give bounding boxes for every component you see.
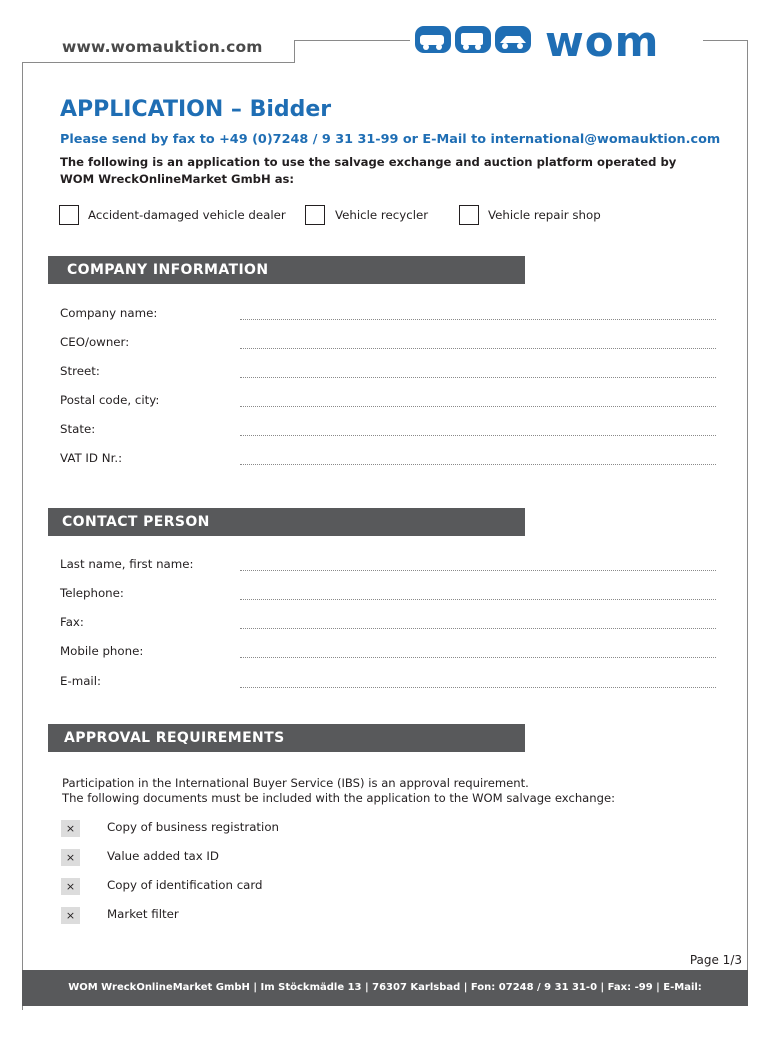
frame-line [22, 62, 295, 63]
option-label-repair-shop: Vehicle repair shop [488, 208, 601, 222]
field-label: CEO/owner: [60, 335, 130, 349]
x-mark-box: × [61, 820, 80, 837]
option-label-dealer: Accident-damaged vehicle dealer [88, 208, 286, 222]
option-label-recycler: Vehicle recycler [335, 208, 429, 222]
document-item: Value added tax ID [107, 849, 219, 863]
frame-line [703, 40, 748, 41]
field-label: Fax: [60, 615, 84, 629]
field-label: Street: [60, 364, 100, 378]
vat-id-field[interactable] [240, 464, 716, 465]
wom-logo: wom [545, 17, 660, 66]
field-label: Mobile phone: [60, 644, 144, 658]
x-mark-box: × [61, 878, 80, 895]
field-label: E-mail: [60, 674, 101, 688]
document-item: Market filter [107, 907, 179, 921]
page-title: APPLICATION – Bidder [60, 97, 332, 122]
last-first-name-field[interactable] [240, 570, 716, 571]
field-label: Last name, first name: [60, 557, 194, 571]
repair-shop-checkbox[interactable] [459, 205, 479, 225]
field-label: Postal code, city: [60, 393, 160, 407]
x-mark-box: × [61, 907, 80, 924]
ceo-owner-field[interactable] [240, 348, 716, 349]
document-item: Copy of business registration [107, 820, 280, 834]
frame-line [747, 40, 748, 970]
intro-line: WOM WreckOnlineMarket GmbH as: [60, 172, 295, 186]
frame-line [294, 40, 295, 62]
company-section-heading: COMPANY INFORMATION [48, 256, 525, 284]
state-field[interactable] [240, 435, 716, 436]
postal-code-city-field[interactable] [240, 406, 716, 407]
field-label: State: [60, 422, 96, 436]
fax-field[interactable] [240, 628, 716, 629]
approval-section-heading: APPROVAL REQUIREMENTS [48, 724, 525, 752]
field-label: Company name: [60, 306, 158, 320]
approval-line: Participation in the International Buyer Service (IBS) is an approval requirement. [62, 776, 529, 790]
street-field[interactable] [240, 377, 716, 378]
mobile-phone-field[interactable] [240, 657, 716, 658]
recycler-checkbox[interactable] [305, 205, 325, 225]
website-url: www.womauktion.com [62, 38, 263, 56]
footer-address-bar: WOM WreckOnlineMarket GmbH | Im Stöckmädle 13 | 76307 Karlsbad | Fon: 07248 / 9 31 31-0 | Fax: -99 | E-Mail: info@womauktion.com [22, 970, 748, 1006]
frame-line [294, 40, 410, 41]
telephone-field[interactable] [240, 599, 716, 600]
dealer-checkbox[interactable] [59, 205, 79, 225]
logo-car-icons [414, 25, 534, 59]
intro-line: The following is an application to use the salvage exchange and auction platform operated by [60, 155, 677, 169]
company-name-field[interactable] [240, 319, 716, 320]
field-label: Telephone: [60, 586, 124, 600]
email-field[interactable] [240, 687, 716, 688]
frame-line [22, 62, 23, 1010]
field-label: VAT ID Nr.: [60, 451, 123, 465]
car-badges-icon [414, 25, 534, 55]
fax-instructions: Please send by fax to +49 (0)7248 / 9 31 31-99 or E-Mail to international@womauktion.com [60, 132, 721, 147]
approval-line: The following documents must be included with the application to the WOM salvage exchange: [62, 791, 616, 805]
contact-section-heading: CONTACT PERSON [48, 508, 525, 536]
intro-text [60, 154, 680, 188]
x-mark-box: × [61, 849, 80, 866]
page-number: Page 1/3 [689, 953, 742, 967]
document-item: Copy of identification card [107, 878, 263, 892]
approval-text [62, 776, 722, 806]
